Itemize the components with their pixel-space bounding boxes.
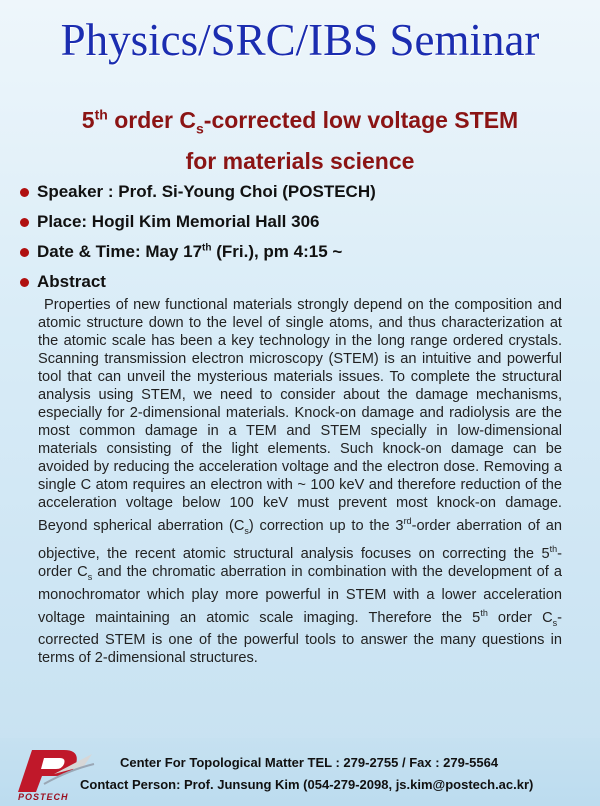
bullet-icon [20, 188, 29, 197]
contact-person-line: Contact Person: Prof. Junsung Kim (054-279-2098, js.kim@postech.ac.kr) [80, 777, 534, 792]
speaker-text: Speaker : Prof. Si-Young Choi (POSTECH) [37, 182, 376, 201]
datetime-text: Date & Time: May 17th (Fri.), pm 4:15 ~ [37, 242, 343, 261]
speaker-row [20, 182, 376, 202]
datetime-row [20, 242, 342, 262]
center-contact-line: Center For Topological Matter TEL : 279-2755 / Fax : 279-5564 [120, 755, 499, 770]
bullet-icon [20, 278, 29, 287]
abstract-heading-row [20, 272, 106, 292]
bullet-icon [20, 248, 29, 257]
place-text: Place: Hogil Kim Memorial Hall 306 [37, 212, 320, 231]
bullet-icon [20, 218, 29, 227]
abstract-heading: Abstract [37, 272, 106, 291]
talk-title-line1: 5th order $C_s$-corrected low voltage STEM [81, 106, 519, 137]
talk-title-line2: for materials science [185, 148, 415, 175]
abstract-body: Properties of new functional materials strongly depend on the composition and atomic structure down to the level of single atoms, and thus characterization at the atomic scale has been a key technology in the long range ordered crystals. Scanning transmission electron microscopy (STEM) is an intuitive and powerful tool that can unveil the mysterious materials issues. To complete the structural analysis using STEM, we need to consider about the damage mechanisms, especially for 2-dimensional materials. Knock-on damage and radiolysis are the most common damage in a TEM and STEM specially in low-dimensional materials consisting of the light elements. Such knock-on damage can be avoided by reducing the acceleration voltage and the electron dose. Removing a single C atom requires an electron with ~ 100 keV and therefore reduction of the acceleration voltage below 100 keV must prevent most knock-on damage. Beyond spherical aberration $(C_s)$ correction up to the 3rd-order aberration of an objective, the recent atomic structural analysis focuses on correcting the 5th-order $C_s$ and the chromatic aberration in combination with the development of a monochromator which play more powerful in STEM with a lower acceleration voltage maintaining an atomic scale imaging. Therefore the 5th order $C_s$-corrected STEM is one of the powerful tools to answer the many questions in terms of 2-dimensional structures. [38, 297, 562, 667]
logo-text: POSTECH [18, 792, 69, 802]
seminar-title: Physics/SRC/IBS Seminar [60, 15, 540, 65]
talk-title [20, 98, 580, 178]
place-row [20, 212, 319, 232]
